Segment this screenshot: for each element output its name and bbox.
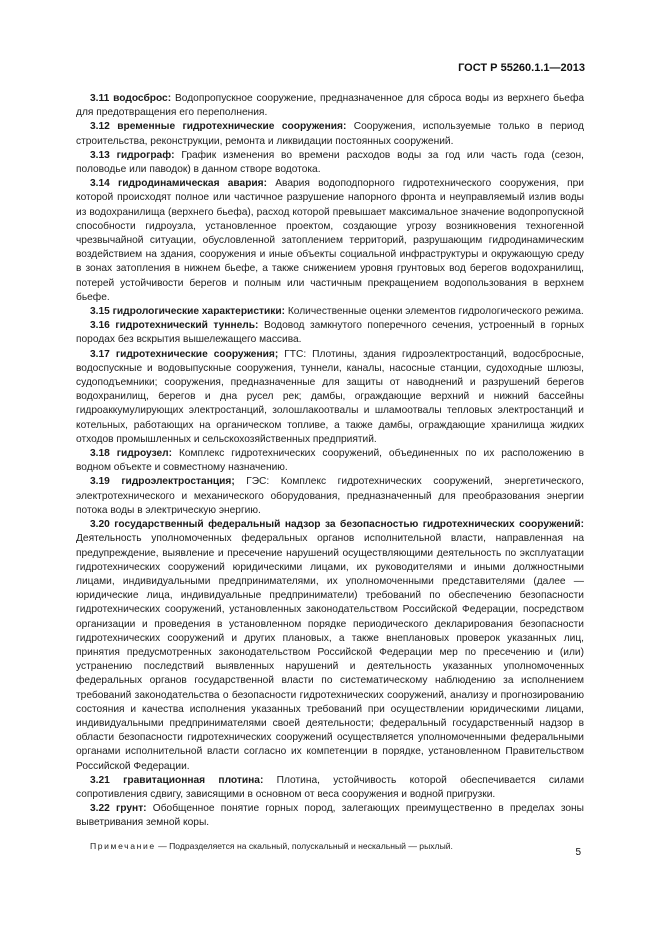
- term: 3.20 государственный федеральный надзор за безопасностью гидротехнических сооружений:: [90, 519, 584, 531]
- definition-3-13: [76, 149, 584, 177]
- definition-3-14: [76, 177, 584, 305]
- note-label: Примечание: [90, 840, 156, 851]
- definition-3-20: [76, 518, 584, 774]
- definition-3-11: [76, 92, 584, 120]
- term: 3.13 гидрограф:: [90, 149, 175, 161]
- definition-3-19: [76, 475, 584, 518]
- term: 3.15 гидрологические характеристики:: [90, 306, 285, 318]
- term: 3.11 водосброс:: [90, 93, 172, 104]
- definition-3-15: [76, 305, 584, 319]
- term: 3.16 гидротехнический туннель:: [90, 320, 259, 332]
- page-number: 5: [575, 847, 581, 858]
- term: 3.18 гидроузел:: [90, 448, 173, 460]
- definition-text: Количественные оценки элементов гидрологического режима.: [285, 306, 584, 318]
- note-text: — Подразделяется на скальный, полускальный и нескальный — рыхлый.: [155, 840, 453, 851]
- definition-3-21: [76, 774, 584, 802]
- definition-3-12: [76, 120, 584, 148]
- term: 3.12 временные гидротехнические сооружения:: [90, 121, 347, 133]
- definition-3-16: [76, 319, 584, 347]
- document-body: [76, 92, 584, 853]
- term: 3.19 гидроэлектростанция;: [90, 476, 235, 488]
- term: 3.17 гидротехнические сооружения;: [90, 348, 279, 360]
- term: 3.14 гидродинамическая авария:: [90, 178, 268, 190]
- document-header: ГОСТ Р 55260.1.1—2013: [458, 62, 585, 74]
- term: 3.21 гравитационная плотина:: [90, 774, 264, 786]
- note: [76, 839, 584, 853]
- definition-text: ГТС: Плотины, здания гидроэлектростанций, водосбросные, водоспускные и водовыпускные сооружения, туннели, каналы, насосные станции, судоходные шлюзы, судоподъемники; сооружения, предназначенные для защиты от наводнений и разрушений берегов водохранилищ, берегов и дна русел рек; дамбы, ограждающие верхний и нижний бассейны гидроаккумулирующих электростанций, золошлакоотвалы и шламоотвалы тепловых электростанций и котельных, работающих на органическом топливе, а также дамбы, ограждающие хранилища жидких отходов промышленных и сельскохозяйственных предприятий.: [76, 348, 584, 445]
- definition-text: Плотина, устойчивость которой обеспечивается силами сопротивления сдвигу, зависящими в основном от веса сооружения и водной пригрузки.: [76, 774, 585, 800]
- definition-text: Водопропускное сооружение, предназначенное для сброса воды из верхнего бьефа для предотвращения его переполнения.: [76, 93, 585, 119]
- definition-text: График изменения во времени расходов воды за год или часть года (сезон, половодье или паводок) в данном створе водотока.: [76, 149, 585, 176]
- definition-text: Обобщенное понятие горных пород, залегающих преимущественно в пределах зоны выветривания земной коры.: [76, 803, 584, 829]
- definition-text: ГЭС: Комплекс гидротехнических сооружений, энергетического, электротехнического и механического оборудования, предназначенный для преобразования энергии потока воды в электрическую энергию.: [76, 476, 584, 516]
- term: 3.22 грунт:: [90, 803, 147, 815]
- definition-3-17: [76, 348, 584, 447]
- definition-text: Водовод замкнутого поперечного сечения, устроенный в горных породах без вскрытия вышележащего массива.: [76, 320, 585, 346]
- definition-text: Авария водоподпорного гидротехнического сооружения, при которой происходят полное или частичное разрушение напорного фронта и неуправляемый излив воды из водохранилища (верхнего бьефа), расход которой превышает максимальное значение водопропускной способности гидроузла, установленное проектом, создающие угрозу возникновения техногенной чрезвычайной ситуации, обусловленной затоплением территорий, разрушающим гидродинамическим воздействием на здания, сооружения и иные объекты социальной инфраструктуры и окружающую среду в зонах затопления в нижнем бьефе, а также снижением уровня грунтовых вод берегов водохранилищ, потерей устойчивости берегов и полным или частичным прекращением водопользования в верхнем бьефе.: [76, 178, 584, 303]
- definition-3-18: [76, 447, 584, 475]
- definition-text: Сооружения, используемые только в период строительства, реконструкции, ремонта и ликвидации постоянных сооружений.: [76, 121, 584, 147]
- definition-3-22: [76, 802, 584, 830]
- definition-text: Деятельность уполномоченных федеральных органов исполнительной власти, направленная на предупреждение, выявление и пресечение нарушений осуществляющими деятельность по эксплуатации гидротехнических сооружений юридическими лицами, их руководителями и иными должностными лицами, индивидуальными предпринимателями, их уполномоченными представителями (далее — юридические лица, индивидуальные предприниматели) требований по обеспечению безопасности гидротехнических сооружений, установленных законодательством Российской Федерации, посредством организации и проведения в установленном порядке периодического декларирования безопасности гидротехнических сооружений и других плановых, а также внеплановых проверок указанных лиц, принятия предусмотренных законодательством Российской Федерации мер по пресечению и (или) устранению последствий выявленных нарушений и деятельность указанных уполномоченных федеральных органов государственной власти по систематическому наблюдению за исполнением требований законодательства о безопасности гидротехнических сооружений, анализу и прогнозированию состояния и качества исполнения указанных требований при осуществлении юридическими лицами, индивидуальными предпринимателями своей деятельности; федеральный государственный надзор в области безопасности гидротехнических сооружений осуществляется уполномоченными федеральными органами исполнительной власти согласно их компетенции в порядке, установленном Правительством Российской Федерации.: [76, 533, 584, 772]
- definition-text: Комплекс гидротехнических сооружений, объединенных по их расположению в водном объекте и совместному назначению.: [76, 448, 584, 474]
